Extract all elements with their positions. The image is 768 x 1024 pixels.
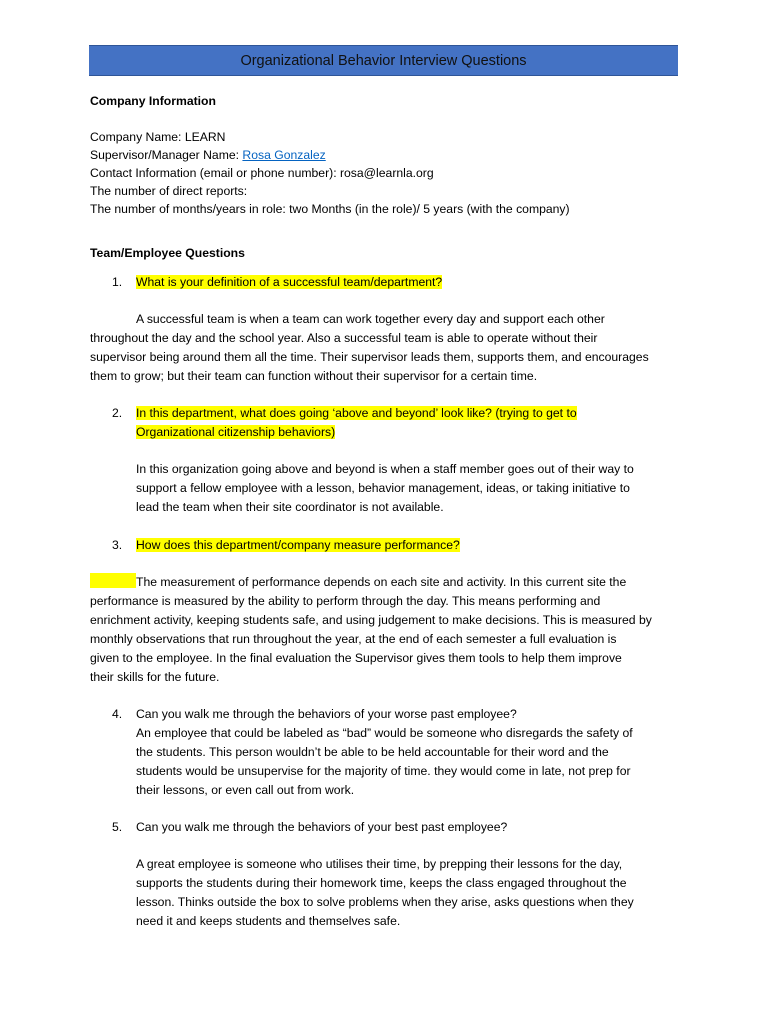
- answer-line: monthly observations that run throughout the year, at the end of each semester a full evaluation is: [90, 632, 617, 646]
- company-info-heading: Company Information: [90, 94, 216, 108]
- company-name-line: [90, 128, 225, 146]
- document-title: [89, 45, 678, 76]
- months-value: two Months (in the role)/ 5 years (with the company): [289, 202, 570, 216]
- answer-line: supervisor being around them all the time. Their supervisor leads them, supports them, and encourages: [90, 350, 649, 364]
- answer-line: students would be unsupervise for the majority of time. they would come in late, not prep for: [136, 764, 631, 778]
- answer-1: [136, 310, 605, 329]
- question-text: In this department, what does going ‘above and beyond’ look like? (trying to get to: [136, 406, 577, 420]
- document-title-text: Organizational Behavior Interview Questions: [240, 52, 527, 69]
- question-2-continued: [136, 423, 335, 442]
- answer-line: supports the students during their homework time, keeps the class engaged throughout the: [136, 876, 627, 890]
- question-text: Organizational citizenship behaviors): [136, 425, 336, 439]
- contact-label: Contact Information (email or phone number):: [90, 166, 340, 180]
- company-name-value: LEARN: [184, 130, 226, 144]
- supervisor-label: Supervisor/Manager Name:: [90, 148, 243, 162]
- question-text: Can you walk me through the behaviors of your best past employee?: [136, 820, 508, 834]
- answer-line: need it and keeps students and themselves safe.: [136, 914, 401, 928]
- question-text: What is your definition of a successful team/department?: [136, 275, 443, 289]
- answer-line: An employee that could be labeled as “bad” would be someone who disregards the safety of: [136, 726, 633, 740]
- contact-line: [90, 164, 434, 182]
- team-questions-heading: Team/Employee Questions: [90, 246, 245, 260]
- question-number: 2.: [112, 406, 123, 420]
- months-in-role-line: [90, 200, 570, 218]
- company-name-label: Company Name:: [90, 130, 185, 144]
- question-2: [112, 404, 577, 423]
- answer-line: A great employee is someone who utilises their time, by prepping their lessons for the day,: [136, 857, 623, 871]
- answer-line: performance is measured by the ability to perform through the day. This means performing and: [90, 594, 601, 608]
- answer-line: them to grow; but their team can function without their supervisor for a certain time.: [90, 369, 538, 383]
- answer-line: The measurement of performance depends on each site and activity. In this current site the: [136, 575, 627, 589]
- question-number: 1.: [112, 275, 123, 289]
- answer-line: given to the employee. In the final evaluation the Supervisor gives them tools to help them improve: [90, 651, 622, 665]
- direct-reports-line: The number of direct reports:: [90, 184, 248, 198]
- question-number: 5.: [112, 820, 123, 834]
- question-1: [112, 273, 442, 292]
- answer-3: [90, 573, 652, 687]
- answer-line: the students. This person wouldn’t be able to be held accountable for their word and the: [136, 745, 609, 759]
- answer-line: their skills for the future.: [90, 670, 220, 684]
- answer-line: throughout the day and the school year. Also a successful team is able to operate without their: [90, 331, 598, 345]
- question-text: How does this department/company measure performance?: [136, 538, 460, 552]
- answer-line: enrichment activity, keeping students safe, and using judgement to make decisions. This is measured by: [90, 613, 652, 627]
- question-4: [112, 705, 517, 724]
- answer-4: [136, 724, 633, 800]
- question-number: 3.: [112, 538, 123, 552]
- answer-1-continued: [90, 329, 649, 386]
- answer-line: lead the team when their site coordinator is not available.: [136, 500, 444, 514]
- answer-line-first: [90, 573, 652, 592]
- months-label: The number of months/years in role:: [90, 202, 290, 216]
- answer-line: A successful team is when a team can work together every day and support each other: [136, 312, 605, 326]
- supervisor-line: [90, 146, 326, 164]
- answer-5: [136, 855, 634, 931]
- answer-line: In this organization going above and beyond is when a staff member goes out of their way to: [136, 462, 634, 476]
- highlight-mark: [90, 573, 136, 588]
- answer-line: their lessons, or even call out from work.: [136, 783, 355, 797]
- answer-line: lesson. Thinks outside the box to solve problems when they arise, asks questions when they: [136, 895, 634, 909]
- contact-value: rosa@learnla.org: [339, 166, 434, 180]
- question-5: [112, 818, 507, 837]
- supervisor-name-link[interactable]: Rosa Gonzalez: [242, 148, 326, 162]
- question-text: Can you walk me through the behaviors of your worse past employee?: [136, 707, 517, 721]
- answer-line: support a fellow employee with a lesson, behavior management, ideas, or taking initiative to: [136, 481, 630, 495]
- answer-2: [136, 460, 634, 517]
- question-number: 4.: [112, 707, 123, 721]
- question-3: [112, 536, 460, 555]
